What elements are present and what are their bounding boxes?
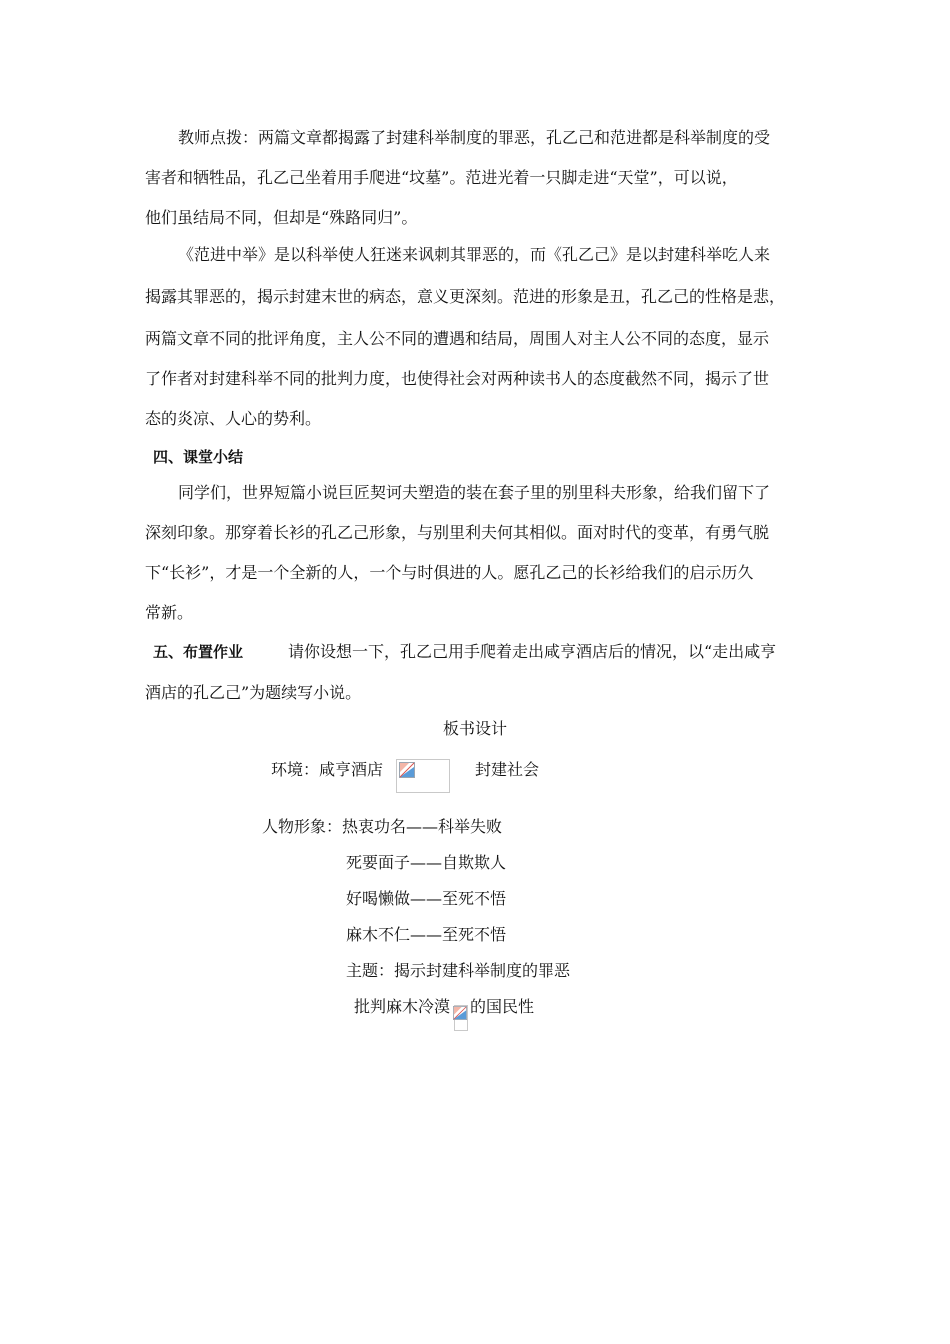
p3-line-4: 常新。 [145, 603, 194, 622]
p1-line-1: 教师点拨：两篇文章都揭露了封建科举制度的罪恶，孔乙己和范进都是科举制度的受 [178, 128, 771, 147]
p4-line-2: 酒店的孔乙己”为题续写小说。 [145, 683, 362, 702]
section-heading-5: 五、布置作业 [153, 643, 244, 661]
board-character-label: 人物形象：热衷功名——科举失败 [262, 817, 503, 836]
board-character-2: 死要面子——自欺欺人 [346, 853, 507, 872]
broken-image-icon-small [453, 1006, 467, 1020]
p2-line-3: 两篇文章不同的批评角度，主人公不同的遭遇和结局，周围人对主人公不同的态度，显示 [145, 329, 770, 348]
p2-line-2: 揭露其罪恶的，揭示封建末世的病态，意义更深刻。范进的形象是丑，孔乙己的性格是悲， [145, 287, 786, 306]
board-title: 板书设计 [442, 719, 507, 738]
placeholder-image-small [454, 1005, 468, 1031]
broken-image-icon [399, 762, 415, 778]
p3-line-3: 下“长衫”，才是一个全新的人，一个与时俱进的人。愿孔乙己的长衫给我们的启示历久 [145, 563, 754, 582]
p2-line-5: 态的炎凉、人心的势利。 [145, 409, 322, 428]
board-theme-2a: 批判麻木冷漠 [354, 997, 451, 1016]
p3-line-2: 深刻印象。那穿着长衫的孔乙己形象，与别里利夫何其相似。面对时代的变革，有勇气脱 [145, 523, 770, 542]
board-theme: 主题：揭示封建科举制度的罪恶 [346, 961, 571, 980]
board-env-label: 环境：咸亨酒店 [271, 760, 384, 779]
p1-line-2: 害者和牺牲品，孔乙己坐着用手爬进“坟墓”。范进光着一只脚走进“天堂”，可以说， [145, 168, 738, 187]
board-env-right: 封建社会 [475, 760, 540, 779]
p4-line-1: 请你设想一下，孔乙己用手爬着走出咸亨酒店后的情况，以“走出咸亨 [288, 642, 777, 661]
p2-line-4: 了作者对封建科举不同的批判力度，也使得社会对两种读书人的态度截然不同，揭示了世 [145, 369, 770, 388]
p3-line-1: 同学们，世界短篇小说巨匠契诃夫塑造的装在套子里的别里科夫形象，给我们留下了 [178, 483, 771, 502]
placeholder-image-box [396, 759, 450, 793]
board-theme-2b: 的国民性 [470, 997, 535, 1016]
board-character-3: 好喝懒做——至死不悟 [346, 889, 507, 908]
p2-line-1: 《范进中举》是以科举使人狂迷来讽刺其罪恶的，而《孔乙己》是以封建科举吃人来 [178, 245, 771, 264]
board-character-4: 麻木不仁——至死不悟 [346, 925, 507, 944]
p1-line-3: 他们虽结局不同，但却是“殊路同归”。 [145, 208, 418, 227]
section-heading-4: 四、课堂小结 [153, 448, 244, 466]
